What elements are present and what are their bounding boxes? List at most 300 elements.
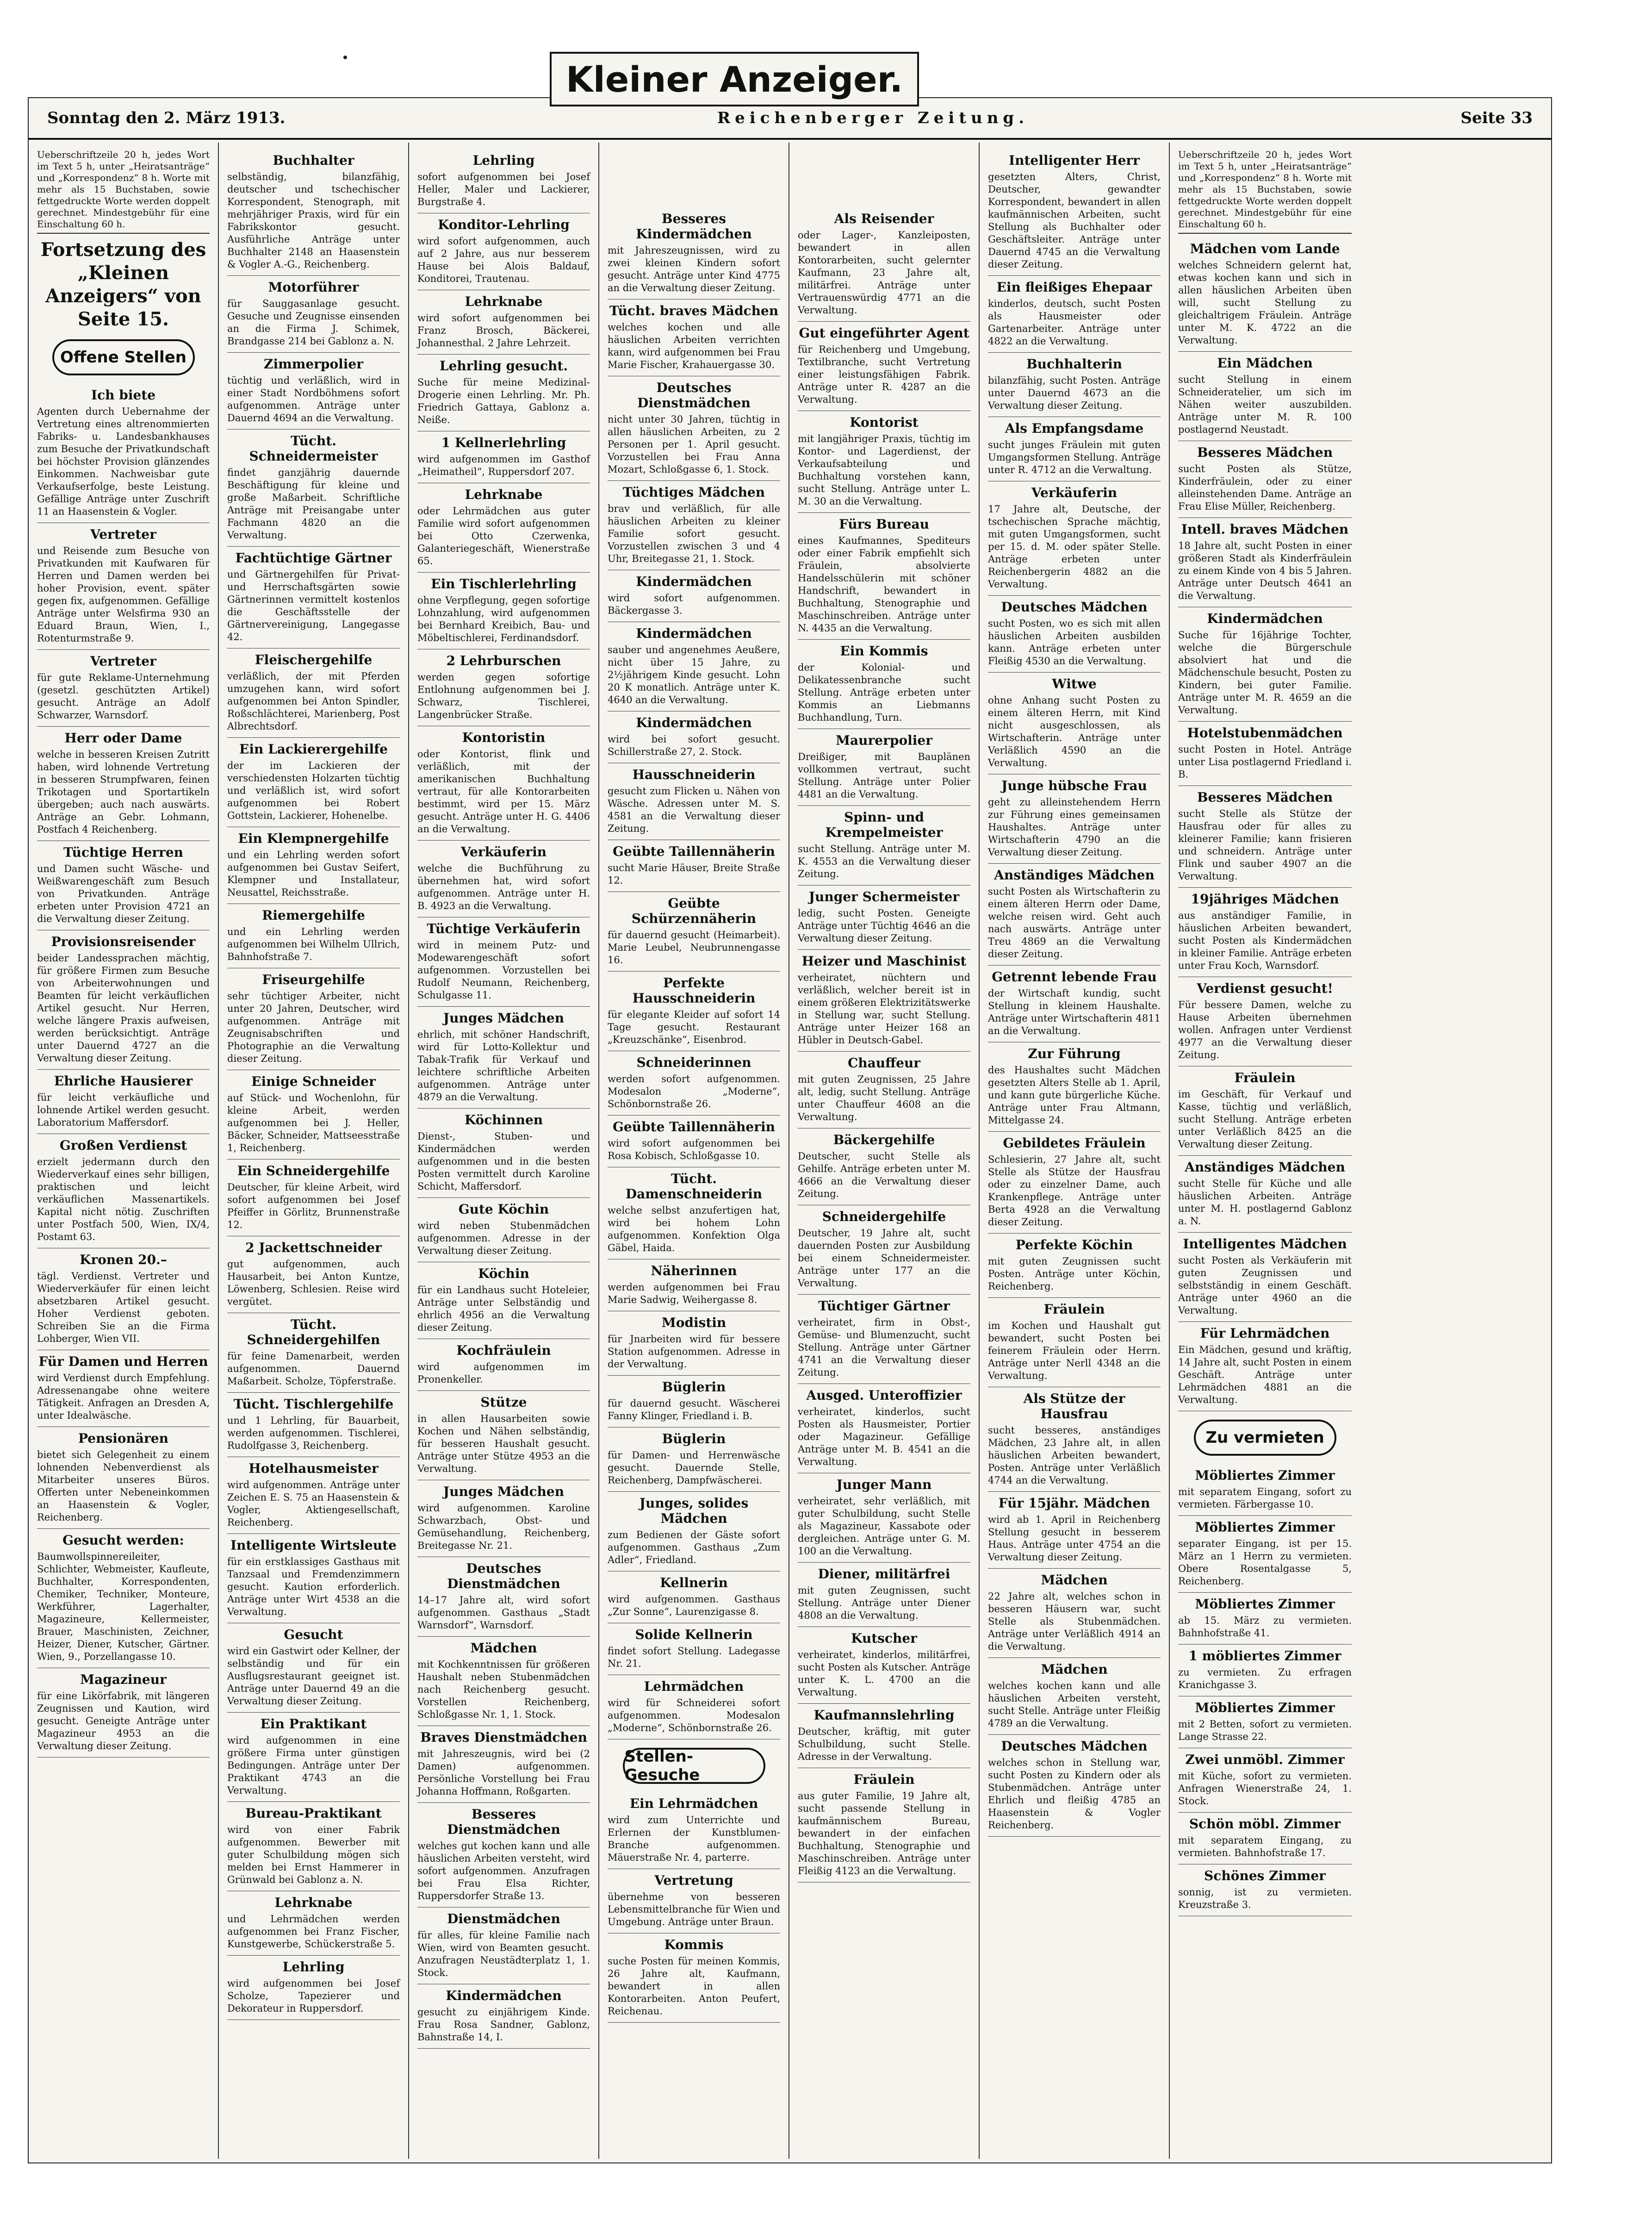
classified-ad (798, 322, 970, 411)
ad-body: wird aufgenommen. Karoline Schwarzbach, Obst- und Gemüsehandlung, Reichenberg, Breitegasse Nr. 21. (417, 1502, 590, 1551)
classified-ad (798, 1704, 970, 1768)
ad-heading: Witwe (1052, 676, 1097, 692)
ad-body: wird zum Unterrichte und Erlernen der Kunstblumen-Branche aufgenommen. Mäuerstraße Nr. 4, parterre. (608, 1814, 780, 1863)
ad-heading: Hotelstubenmädchen (1187, 725, 1343, 741)
ad-body: welches Schneidern gelernt hat, etwas kochen kann und sich in allen häuslichen Arbeiten üben will, sucht Stellung zu gleichaltrigem Fräulein. Anträge unter M. K. 4722 an die Verwaltung. (1178, 260, 1352, 346)
ad-heading: Schneiderinnen (636, 1055, 751, 1070)
ad-body: sonnig, ist zu vermieten. Kreuzstraße 3. (1178, 1887, 1352, 1910)
ad-heading: Maurerpolier (836, 733, 932, 748)
ad-body: oder Kontorist, flink und verläßlich, mit der amerikanischen Buchhaltung vertraut, für alle Kontorarbeiten bestimmt, wird per 15. März gesucht. Anträge unter H. G. 4406 an die Verwaltung. (417, 748, 590, 835)
ad-body: bietet sich Gelegenheit zu einem lohnenden Nebenverdienst als Mitarbeiter unseres Büros. Offerten unter Nebeneinkommen an Haasenstein & Vogler, Reichenberg. (37, 1449, 210, 1523)
ad-body: werden gegen sofortige Entlohnung aufgenommen bei J. Schwarz, Tischlerei, Langenbrücker Straße. (417, 672, 590, 720)
ad-body: wird aufgenommen in eine größere Firma unter günstigen Bedingungen. Anträge unter Der Praktikant 4743 an die Verwaltung. (227, 1735, 400, 1796)
classified-ad (37, 384, 210, 523)
ad-body: Agenten durch Uebernahme der Vertretung eines altrenommierten Fabriks- u. Landesbankhauses zum Besuche der Privatkundschaft bei höchster Provision glänzendes Einkommen. Nachweisbar gute Verkaufserfolge, beste Leistung. Gefällige Anträge unter Zuschrift 11 an Haasenstein & Vogler. (37, 406, 210, 517)
classified-ad (608, 570, 780, 622)
ad-heading: Buchhalterin (1026, 356, 1123, 372)
ad-heading: Gesucht (284, 1627, 343, 1642)
rate-note-left: Ueberschriftzeile 20 h, jedes Wort im Text 5 h, unter „Heiratsanträge“ und „Korrespondenz“ 8 h. Worte mit mehr als 15 Buchstaben, sowie fettgedruckte Worte werden doppelt gerechnet. Mindestgebühr für eine Einschaltung 60 h. (37, 149, 210, 234)
ad-heading: 1 Kellnerlehrling (441, 435, 566, 450)
ad-heading: Anständiges Mädchen (1185, 1159, 1345, 1175)
ad-heading: Ich biete (91, 387, 156, 403)
classified-ad (37, 523, 210, 650)
classified-ad (37, 650, 210, 727)
classified-ad (1178, 352, 1352, 441)
classified-ad (988, 966, 1161, 1042)
ad-body: Suche für meine Medizinal-Drogerie einen Lehrling. Mr. Ph. Friedrich Gattaya, Gablonz a. Neiße. (417, 377, 590, 425)
ad-heading: Ein Schneidergehilfe (237, 1163, 390, 1178)
classified-ad (608, 1427, 780, 1492)
classified-ad (608, 481, 780, 570)
classified-ad (798, 1473, 970, 1563)
classified-ad (227, 1534, 400, 1623)
ad-body: werden sofort aufgenommen. Modesalon „Moderne“, Schönbornstraße 26. (608, 1073, 780, 1109)
classified-ad (227, 738, 400, 827)
ad-heading: Kellnerin (660, 1575, 728, 1590)
ad-body: für dauernd gesucht (Heimarbeit). Marie Leubel, Neubrunnengasse 16. (608, 929, 780, 966)
ad-body: welche die Buchführung zu übernehmen hat, wird sofort aufgenommen. Anträge unter H. B. 4923 an die Verwaltung. (417, 863, 590, 911)
ad-body: verheiratet, sehr verläßlich, mit guter Schulbildung, sucht Stelle als Magazineur, Kassabote oder dergleichen. Anträge unter G. M. 100 an die Verwaltung. (798, 1496, 970, 1557)
classified-ad (1178, 237, 1352, 352)
ad-heading: Hausschneiderin (632, 767, 756, 782)
classified-ad (1178, 1233, 1352, 1322)
ad-heading: Junges, solides Mädchen (639, 1496, 749, 1526)
classified-ad (37, 1070, 210, 1134)
ad-heading: Lehrling gesucht. (439, 358, 568, 374)
ad-body: und ein Lehrling werden aufgenommen bei Wilhelm Ullrich, Bahnhofstraße 7. (227, 926, 400, 962)
classified-ad (417, 149, 590, 213)
ad-body: 17 Jahre alt, Deutsche, der tschechischen Sprache mächtig, mit guten Umgangsformen, sucht per 15. d. M. oder später Stelle. Anträge erbeten unter Reichenbergerin 4882 an die Verwaltung. (988, 504, 1161, 590)
classified-ad (988, 149, 1161, 276)
ad-heading: Provisionsreisender (51, 934, 196, 949)
ad-body: wird aufgenommen. Gasthaus „Zur Sonne“, Laurenzigasse 8. (608, 1594, 780, 1617)
classified-ad (417, 1262, 590, 1339)
ad-body: wird ein Gastwirt oder Kellner, der selbständig und für ein Ausflugsrestaurant geeignet ist. Anträge unter Dauernd 49 an die Verwaltung dieser Zeitung. (227, 1645, 400, 1707)
classified-ad (227, 1393, 400, 1457)
ad-heading: Ein Lehrmädchen (629, 1796, 758, 1811)
ad-heading: Spinn- und Krempelmeister (825, 810, 943, 840)
ad-body: bilanzfähig, sucht Posten. Anträge unter Dauernd 4673 an die Verwaltung dieser Zeitung. (988, 375, 1161, 411)
ad-heading: Fräulein (853, 1772, 915, 1787)
ad-heading: Besseres Kindermädchen (636, 211, 752, 242)
classified-ad (608, 840, 780, 892)
ad-body: aus guter Familie, 19 Jahre alt, sucht passende Stellung in kaufmännischem Bureau, bewandert in der einfachen Buchhaltung, Stenographie und Maschinschreiben. Anträge unter Fleißig 4123 an die Verwaltung. (798, 1790, 970, 1876)
classified-ad (988, 864, 1161, 966)
ad-column-4 (599, 143, 789, 2159)
ad-body: welches schon in Stellung war, sucht Posten zu Kindern oder als Stubenmädchen. Anträge unter Ehrlich und fleißig 4785 an Haasenstein & Vogler Reichenberg. (988, 1757, 1161, 1831)
classified-ad (798, 1205, 970, 1295)
ad-columns (29, 143, 1551, 2159)
ad-body: oder Lager-, Kanzleiposten, bewandert in allen Kontorarbeiten, sucht gelernter Kaufmann, 23 Jahre alt, militärfrei. Anträge unter Vertrauenswürdig 4771 an die Verwaltung. (798, 230, 970, 316)
classified-ad (227, 904, 400, 968)
classified-ad (227, 149, 400, 276)
ad-body: gesucht zum Flicken u. Nähen von Wäsche. Adressen unter M. S. 4581 an die Verwaltung dieser Zeitung. (608, 785, 780, 834)
classified-ad (608, 1623, 780, 1675)
ad-heading: Dienstmädchen (447, 1911, 560, 1926)
ad-body: wird aufgenommen im Pronenkeller. (417, 1361, 590, 1385)
ad-body: selbständig, bilanzfähig, deutscher und tschechischer Korrespondent, Stenograph, mit mehrjähriger Praxis, wird für ein Fabrikskontor gesucht. Ausführliche Anträge unter Buchhalter 2148 an Haasenstein & Vogler A.-G., Reichenberg. (227, 171, 400, 270)
ad-heading: Vertretung (654, 1873, 733, 1888)
classified-ad (417, 1907, 590, 1984)
ad-body: übernehme von besseren Lebensmittelbranche für Wien und Umgebung. Anträge unter Braun. (608, 1891, 780, 1927)
classified-ad (988, 1298, 1161, 1387)
ad-heading: Buchhalter (273, 153, 354, 168)
ad-heading: Tüchtige Herren (63, 845, 184, 860)
ad-body: wird aufgenommen im Gasthof „Heimatheil“, Ruppersdorf 207. (417, 454, 590, 477)
classified-ad (988, 1658, 1161, 1735)
classified-ad (227, 968, 400, 1070)
ad-heading: Tücht. Tischlergehilfe (233, 1396, 394, 1412)
ad-body: mit Küche, sofort zu vermieten. Anfragen Wienerstraße 24, 1. Stock. (1178, 1770, 1352, 1807)
classified-ad (1178, 1066, 1352, 1156)
ad-body: mit separatem Eingang, sofort zu vermieten. Färbergasse 10. (1178, 1486, 1352, 1510)
classified-ad (798, 513, 970, 640)
ad-heading: Solide Kellnerin (635, 1627, 753, 1642)
ad-body: 22 Jahre alt, welches schon in besseren Häusern war, sucht Stelle als Stubenmädchen. Anträge unter Verläßlich 4914 an die Verwaltung. (988, 1591, 1161, 1652)
ad-heading: Tücht. Schneidermeister (249, 433, 378, 464)
ad-body: und ein Lehrling werden sofort aufgenommen bei Gustav Seifert, Klempner und Installateur, Neusattel, Reichsstraße. (227, 849, 400, 898)
ad-heading: Anständiges Mädchen (994, 867, 1155, 883)
ad-heading: Besseres Mädchen (1197, 445, 1333, 460)
ad-heading: Friseurgehilfe (262, 972, 365, 987)
classified-ad (417, 726, 590, 841)
ad-heading: Verkäuferin (1031, 485, 1118, 500)
classified-ad (1178, 518, 1352, 607)
ad-body: gut aufgenommen, auch Hausarbeit, bei Anton Kuntze, Löwenberg, Schlesien. Reise wird vergütet. (227, 1259, 400, 1307)
ad-heading: Lehrknabe (465, 487, 543, 502)
classified-ad (227, 1457, 400, 1534)
classified-ad (798, 1384, 970, 1473)
ad-heading: Ein Tischlerlehrling (431, 576, 577, 592)
ad-body: Dreißiger, mit Bauplänen vollkommen vertraut, sucht Stellung. Anträge unter Polier 4481 an die Verwaltung. (798, 751, 970, 800)
classified-ad (608, 622, 780, 711)
newspaper-page (28, 97, 1552, 2163)
ad-heading: Lehrknabe (274, 1895, 353, 1910)
ad-body: für Sauggasanlage gesucht. Gesuche und Zeugnisse einsenden an die Firma J. Schimek, Brandgasse 214 bei Gablonz a. N. (227, 298, 400, 347)
ad-body: Dienst-, Stuben- und Kindermädchen werden aufgenommen und in die besten Posten vermittelt durch Karoline Schicht, Maffersdorf. (417, 1131, 590, 1192)
ad-heading: Junger Mann (836, 1477, 932, 1492)
ad-body: und Damen sucht Wäsche- und Weißwarengeschäft zum Besuch von Privatkunden. Anträge erbeten unter Provision 4721 an die Verwaltung dieser Zeitung. (37, 863, 210, 924)
ad-body: wird von einer Fabrik aufgenommen. Bewerber mit guter Schulbildung mögen sich melden bei Ernst Hammerer in Grünwald bei Gablonz a. N. (227, 1824, 400, 1885)
classified-ad (608, 1259, 780, 1311)
classified-ad (37, 841, 210, 930)
rate-note-right: Ueberschriftzeile 20 h, jedes Wort im Text 5 h, unter „Heiratsanträge“ und „Korrespondenz“ 8 h. Worte mit mehr als 15 Buchstaben, sowie fettgedruckte Worte werden doppelt gerechnet. Mindestgebühr für eine Einschaltung 60 h. (1178, 149, 1352, 234)
ad-heading: Heizer und Maschinist (801, 953, 967, 969)
ad-heading: Vertreter (90, 527, 156, 542)
ad-heading: Ehrliche Hausierer (54, 1073, 193, 1089)
ad-body: im Kochen und Haushalt gut bewandert, sucht Posten bei feinerem Fräulein oder Herrn. Anträge unter Nerll 4348 an die Verwaltung. (988, 1320, 1161, 1381)
classified-ad (227, 1070, 400, 1159)
ad-heading: Schönes Zimmer (1204, 1868, 1326, 1883)
classified-ad (608, 1376, 780, 1427)
ad-body: mit 2 Betten, sofort zu vermieten. Lange Strasse 22. (1178, 1719, 1352, 1742)
ad-heading: Kochfräulein (456, 1343, 551, 1358)
ad-body: im Geschäft, für Verkauf und Kasse, tüchtig und verläßlich, sucht Stellung. Anträge erbeten unter Verläßlich 8425 an die Verwaltung dieser Zeitung. (1178, 1089, 1352, 1150)
ad-column-2 (219, 143, 409, 2159)
ad-heading: Kutscher (851, 1631, 917, 1646)
classified-ad (227, 1802, 400, 1891)
ad-heading: Lehrling (282, 1959, 345, 1975)
classified-ad (988, 596, 1161, 673)
classified-ad (417, 1198, 590, 1262)
classified-ad (798, 885, 970, 950)
ad-body: ab 15. März zu vermieten. Bahnhofstraße 41. (1178, 1615, 1352, 1639)
classified-ad (37, 1668, 210, 1757)
classified-ad (988, 353, 1161, 417)
ad-heading: Kindermädchen (446, 1988, 562, 2003)
ad-heading: Schneidergehilfe (822, 1209, 946, 1224)
ad-heading: Ausged. Unteroffizier (806, 1388, 962, 1403)
ad-heading: Köchin (478, 1266, 529, 1281)
classified-ad (988, 1387, 1161, 1492)
classified-ad (608, 1492, 780, 1571)
ad-heading: Verdienst gesucht! (1197, 981, 1333, 996)
ad-heading: Mädchen (1041, 1572, 1108, 1588)
ad-body: Für bessere Damen, welche zu Hause Arbeiten übernehmen wollen. Anfragen unter Verdienst 4977 an die Verwaltung dieser Zeitung. (1178, 999, 1352, 1060)
ad-heading: Stütze (480, 1395, 527, 1410)
ad-body: tüchtig und verläßlich, wird in einer Stadt Nordböhmens sofort aufgenommen. Anträge unter Dauernd 4694 an die Verwaltung. (227, 375, 400, 424)
header-date: Sonntag den 2. März 1913. (47, 109, 286, 127)
classified-ad (417, 1480, 590, 1557)
ad-heading: Möbliertes Zimmer (1195, 1468, 1335, 1483)
ad-body: ohne Verpflegung, gegen sofortige Lohnzahlung, wird aufgenommen bei Bernhard Kreibich, Bau- und Möbeltischlerei, Ferdinandsdorf. (417, 595, 590, 643)
ad-body: ehrlich, mit schöner Handschrift, wird für Lotto-Kollektur und Tabak-Trafik für Verkauf und leichtere schriftliche Arbeiten aufgenommen. Anträge unter 4879 an die Verwaltung. (417, 1029, 590, 1103)
ad-heading: Möbliertes Zimmer (1195, 1520, 1335, 1535)
classified-ad (37, 1529, 210, 1668)
ad-heading: Gute Köchin (458, 1202, 549, 1217)
classified-ad (988, 1492, 1161, 1569)
ad-heading: Mädchen (1041, 1662, 1108, 1677)
classified-ad (417, 1391, 590, 1480)
ad-body: für eine Likörfabrik, mit längeren Zeugnissen und Kaution, wird gesucht. Geneigte Anträge unter Magazineur 4953 an die Verwaltung dieser Zeitung. (37, 1690, 210, 1751)
classified-ad (608, 1311, 780, 1376)
section-offene-stellen: Offene Stellen (52, 339, 195, 375)
ad-body: mit guten Zeugnissen, sucht Stellung. Anträge unter Diener 4808 an die Verwaltung. (798, 1585, 970, 1621)
ad-heading: Junges Mädchen (443, 1010, 565, 1026)
ad-heading: Gut eingeführter Agent (799, 325, 969, 341)
kleiner-anzeiger-masthead: Kleiner Anzeiger. (550, 52, 919, 106)
classified-ad (1178, 1593, 1352, 1645)
ad-heading: Braves Dienstmädchen (420, 1730, 587, 1745)
ad-body: ledig, sucht Posten. Geneigte Anträge unter Tüchtig 4646 an die Verwaltung dieser Zeitung. (798, 908, 970, 944)
ad-heading: Büglerin (662, 1431, 726, 1446)
ad-heading: Besseres Dienstmädchen (447, 1807, 560, 1837)
ad-heading: Modistin (661, 1315, 727, 1330)
ad-body: Ein Mädchen, gesund und kräftig, 14 Jahre alt, sucht Posten in einem Geschäft. Anträge unter Lehrmädchen 4881 an die Verwaltung. (1178, 1344, 1352, 1405)
classified-ad (988, 481, 1161, 596)
ad-body: welche selbst anzufertigen hat, wird bei hohem Lohn aufgenommen. Konfektion Olga Gäbel, Haida. (608, 1205, 780, 1253)
classified-ad (608, 763, 780, 840)
ad-body: sucht Posten in Hotel. Anträge unter Lisa postlagernd Friedland i. B. (1178, 744, 1352, 780)
ad-body: für Reichenberg und Umgebung, Textilbranche, sucht Vertretung einer leistungsfähigen Fabrik. Anträge unter R. 4287 an die Verwaltung. (798, 344, 970, 405)
ad-heading: Bureau-Praktikant (245, 1806, 382, 1821)
ad-body: sucht Posten, wo es sich mit allen häuslichen Arbeiten ausbilden kann. Anträge erbeten unter Fleißig 4530 an die Verwaltung. (988, 618, 1161, 667)
ad-column-5 (789, 143, 980, 2159)
ad-heading: Zwei unmöbl. Zimmer (1185, 1752, 1345, 1767)
ad-body: für elegante Kleider auf sofort 14 Tage gesucht. Restaurant „Kreuzschänke“, Eisenbrod. (608, 1009, 780, 1045)
ad-body: welches kochen und alle häuslichen Arbeiten verrichten kann, wird aufgenommen bei Frau Marie Fischer, Krahauergasse 30. (608, 322, 780, 370)
ad-body: wird sofort aufgenommen bei Rosa Kobisch, Schloßgasse 10. (608, 1138, 780, 1161)
classified-ad (417, 841, 590, 917)
classified-ad (1178, 1645, 1352, 1696)
ad-heading: Einige Schneider (251, 1074, 376, 1089)
ad-body: Deutscher, sucht Stelle als Gehilfe. Anträge erbeten unter M. 4666 an die Verwaltung dieser Zeitung. (798, 1151, 970, 1199)
ad-body: wird sofort aufgenommen, auch auf 2 Jahre, aus nur besserem Hause bei Alois Baldauf, Konditorei, Trautenau. (417, 236, 590, 284)
ad-body: für ein erstklassiges Gasthaus mit Tanzsaal und Fremdenzimmern gesucht. Kaution erforderlich. Anträge unter Wirt 4538 an die Verwaltung. (227, 1556, 400, 1617)
classified-ad (798, 1563, 970, 1627)
classified-ad (798, 1768, 970, 1882)
ad-body: findet ganzjährig dauernde Beschäftigung für kleine und große Maßarbeit. Schriftliche Anträge mit Preisangabe unter Fachmann 4820 an die Verwaltung. (227, 467, 400, 541)
classified-ad (988, 1042, 1161, 1132)
ad-heading: Geübte Taillennäherin (613, 844, 775, 859)
ad-heading: Ein Mädchen (1217, 355, 1313, 371)
ad-body: Baumwollspinnereileiter, Schlichter, Webmeister, Kaufleute, Buchhalter, Korrespondenten, Chemiker, Techniker, Monteure, Werkführer, Lagerhalter, Magazineure, Kellermeister, Brauer, Maschinisten, Zeichner, Heizer, Diener, Kutscher, Gärtner. Wien, 9., Porzellangasse 10. (37, 1551, 210, 1662)
classified-ad (608, 1933, 780, 2023)
classified-ad (608, 1869, 780, 1933)
ad-body: der Wirtschaft kundig, sucht Stellung in kleinem Haushalte. Anträge unter Wirtschafterin 4811 an die Verwaltung. (988, 988, 1161, 1036)
classified-ad (417, 1726, 590, 1803)
ad-heading: Schön möbl. Zimmer (1189, 1816, 1341, 1832)
ad-heading: Kontorist (850, 415, 919, 430)
ad-body: Suche für 16jährige Tochter, welche die Bürgerschule absolviert hat und die Mädchenschule besucht, Posten zu Kindern, bei guter Familie. Anträge unter M. R. 4659 an die Verwaltung. (1178, 629, 1352, 716)
ad-body: in allen Hausarbeiten sowie Kochen und Nähen selbständig, für besseren Haushalt gesucht. Anträge unter Stütze 4953 an die Verwaltung. (417, 1413, 590, 1474)
ad-heading: Zimmerpolier (264, 356, 363, 372)
classified-ad (1178, 1748, 1352, 1813)
ad-body: für feine Damenarbeit, werden aufgenommen. Dauernd Maßarbeit. Scholze, Töpferstraße. (227, 1351, 400, 1387)
classified-ad (608, 1792, 780, 1869)
classified-ad (227, 1236, 400, 1313)
ad-heading: Riemergehilfe (262, 908, 365, 923)
classified-ad (227, 648, 400, 738)
ad-body: verheiratet, kinderlos, militärfrei, sucht Posten als Kutscher. Anträge unter K. L. 4700 an die Verwaltung. (798, 1649, 970, 1698)
ad-heading: Tüchtiges Mädchen (622, 485, 765, 500)
ad-body: mit langjähriger Praxis, tüchtig im Kontor- und Lagerdienst, der Verkaufsabteilung und Buchhaltung vorstehen kann, sucht Stellung. Anträge unter L. M. 30 an die Verwaltung. (798, 433, 970, 507)
classified-ad (608, 711, 780, 763)
ad-body: mit guten Zeugnissen, 25 Jahre alt, ledig, sucht Stellung. Anträge unter Chauffeur 4608 an die Verwaltung. (798, 1074, 970, 1122)
ad-body: tägl. Verdienst. Vertreter und Wiederverkäufer für einen leicht absetzbaren Artikel gesucht. Hoher Verdienst geboten. Schreiben Sie an die Firma Lohberger, Wien VII. (37, 1271, 210, 1344)
classified-ad (608, 1675, 780, 1739)
ad-body: Deutscher, kräftig, mit guter Schulbildung, sucht Stelle. Adresse in der Verwaltung. (798, 1726, 970, 1762)
ad-heading: Ein Kommis (840, 643, 928, 659)
ad-heading: Getrennt lebende Frau (992, 969, 1157, 985)
classified-ad (227, 1313, 400, 1393)
ad-heading: Näherinnen (651, 1263, 737, 1278)
ad-body: sucht junges Fräulein mit guten Umgangsformen Stellung. Anträge unter R. 4712 an die Verwaltung. (988, 439, 1161, 475)
ad-body: sucht Marie Häuser, Breite Straße 12. (608, 862, 780, 886)
ad-body: welches kochen kann und alle häuslichen Arbeiten versteht, sucht Stelle. Anträge unter Fleißig 4789 an die Verwaltung. (988, 1680, 1161, 1729)
ad-heading: Geübte Taillennäherin (613, 1119, 775, 1134)
classified-ad (1178, 722, 1352, 786)
classified-ad (988, 1569, 1161, 1658)
ad-heading: Deutsches Mädchen (1001, 1739, 1148, 1754)
ad-heading: Perfekte Köchin (1015, 1237, 1133, 1253)
ad-heading: Als Stütze der Hausfrau (1023, 1391, 1125, 1421)
ad-body: und 1 Lehrling, für Bauarbeit, werden aufgenommen. Tischlerei, Rudolfgasse 3, Reichenberg. (227, 1415, 400, 1451)
classified-ad (417, 1109, 590, 1198)
ad-heading: Kommis (664, 1937, 724, 1952)
ad-heading: Bäckergehilfe (833, 1132, 935, 1147)
ad-heading: Intelligenter Herr (1009, 153, 1140, 168)
classified-ad (1178, 1864, 1352, 1916)
ad-body: sucht Stellung. Anträge unter M. K. 4553 an die Verwaltung dieser Zeitung. (798, 843, 970, 879)
classified-ad (1178, 977, 1352, 1066)
ad-body: sauber und angenehmes Aeußere, nicht über 15 Jahre, zu 2½jährigem Kinde gesucht. Lohn 20 K monatlich. Anträge unter K. 4640 an die Verwaltung. (608, 644, 780, 705)
classified-ad (798, 950, 970, 1052)
ad-body: der im Lackieren der verschiedensten Holzarten tüchtig und verläßlich ist, wird sofort aufgenommen bei Robert Gottstein, Lackierer, Hohenelbe. (227, 760, 400, 821)
ad-heading: Verkäuferin (460, 844, 547, 860)
classified-ad (798, 1052, 970, 1128)
ad-heading: Tücht. Schneidergehilfen (247, 1317, 380, 1347)
ad-body: 18 Jahre alt, sucht Posten in einer größeren Stadt als Kinderfräulein zu einem Kinde von 4 bis 5 Jahren. Anträge unter Deutsch 4641 an die Verwaltung. (1178, 540, 1352, 601)
classified-ad (1178, 607, 1352, 722)
classified-ad (37, 930, 210, 1070)
classified-ad (798, 640, 970, 729)
classified-ad (37, 1134, 210, 1248)
ad-heading: Konditor-Lehrling (438, 217, 570, 232)
classified-ad (417, 1984, 590, 2049)
ad-body: gesetzten Alters, Christ, Deutscher, gewandter Korrespondent, bewandert in allen kaufmännischen Arbeiten, sucht Stellung als Buchhalter oder Geschäftsleiter. Anträge unter Dauernd 4745 an die Verwaltung dieser Zeitung. (988, 171, 1161, 270)
ad-body: sucht Posten als Stütze, Kinderfräulein, oder zu einer alleinstehenden Dame. Anträge an Frau Elise Müller, Reichenberg. (1178, 463, 1352, 512)
ad-heading: Tüchtiger Gärtner (818, 1298, 950, 1314)
ad-heading: Kontoristin (462, 730, 546, 745)
ad-body: wird ab 1. April in Reichenberg Stellung gesucht in besserem Haus. Anträge unter 4754 an die Verwaltung dieser Zeitung. (988, 1514, 1161, 1563)
ad-body: Deutscher, 19 Jahre alt, sucht dauernden Posten zur Ausbildung bei einem Schneidermeister. Anträge unter 177 an die Verwaltung. (798, 1228, 970, 1289)
classified-ad (1178, 786, 1352, 888)
ad-heading: Möbliertes Zimmer (1195, 1700, 1335, 1715)
print-dot (343, 56, 347, 59)
classified-ad (37, 1427, 210, 1529)
ad-heading: Hotelhausmeister (248, 1461, 379, 1476)
classified-ad (1178, 1464, 1352, 1516)
classified-ad (608, 1116, 780, 1167)
ad-heading: Mädchen (470, 1640, 537, 1656)
ad-body: auf Stück- und Wochenlohn, für kleine Arbeit, werden aufgenommen bei J. Heller, Bäcker, Schneider, Mattseesstraße 1, Reichenberg. (227, 1092, 400, 1153)
ad-heading: Junger Schermeister (808, 889, 960, 904)
classified-ad (417, 917, 590, 1007)
classified-ad (227, 1956, 400, 2020)
ad-body: sucht Stelle für Küche und alle häuslichen Arbeiten. Anträge unter M. H. postlagernd Gablonz a. N. (1178, 1178, 1352, 1227)
classified-ad (227, 353, 400, 430)
ad-column-7 (1170, 143, 1360, 2159)
ad-body: sucht Stelle als Stütze der Hausfrau oder für alles zu kleinerer Familie; kann frisieren und schneidern. Anträge unter Flink und sauber 4907 an die Verwaltung. (1178, 808, 1352, 882)
classified-ad (417, 483, 590, 573)
ad-body: suche Posten für meinen Kommis, 26 Jahre alt, Kaufmann, bewandert in allen Kontorarbeiten. Anton Peufert, Reichenau. (608, 1956, 780, 2017)
ad-heading: Lehrmädchen (644, 1679, 744, 1694)
classified-ad (798, 729, 970, 806)
ad-heading: Ein Praktikant (260, 1716, 367, 1732)
section-stellen-gesuche: Stellen-Gesuche (623, 1748, 765, 1784)
ad-body: wird für Schneiderei sofort aufgenommen. Modesalon „Moderne“, Schönbornstraße 26. (608, 1697, 780, 1733)
ad-body: sucht Posten als Verkäuferin mit guten Zeugnissen und selbstständig in einem Geschäft. Anträge unter 4960 an die Verwaltung. (1178, 1255, 1352, 1316)
ad-body: sofort aufgenommen bei Josef Heller, Maler und Lackierer, Burgstraße 4. (417, 171, 590, 207)
ad-body: sucht Posten als Wirtschafterin zu einem älteren Herrn oder Dame, welche reisen wird. Geht auch nach auswärts. Anträge unter Treu 4869 an die Verwaltung dieser Zeitung. (988, 886, 1161, 960)
classified-ad (1178, 1696, 1352, 1748)
ad-heading: Deutsches Dienstmädchen (637, 380, 751, 411)
classified-ad (227, 1159, 400, 1236)
classified-ad (1178, 1813, 1352, 1864)
ad-heading: Möbliertes Zimmer (1195, 1596, 1335, 1612)
ad-body: sehr tüchtiger Arbeiter, nicht unter 20 Jahren, Deutscher, wird aufgenommen. Anträge mit Zeugnisabschriften und Photographie an die Verwaltung dieser Zeitung. (227, 991, 400, 1064)
classified-ad (798, 1295, 970, 1384)
ad-heading: Intelligente Wirtsleute (230, 1538, 397, 1553)
classified-ad (417, 649, 590, 726)
ad-heading: Tüchtige Verkäuferin (427, 921, 581, 936)
ad-heading: Herr oder Dame (64, 730, 182, 746)
ad-body: mit guten Zeugnissen sucht Posten. Anträge unter Köchin, Reichenberg. (988, 1256, 1161, 1292)
classified-ad (608, 376, 780, 481)
ad-body: zu vermieten. Zu erfragen Kranichgasse 3. (1178, 1667, 1352, 1690)
classified-ad (608, 207, 780, 299)
